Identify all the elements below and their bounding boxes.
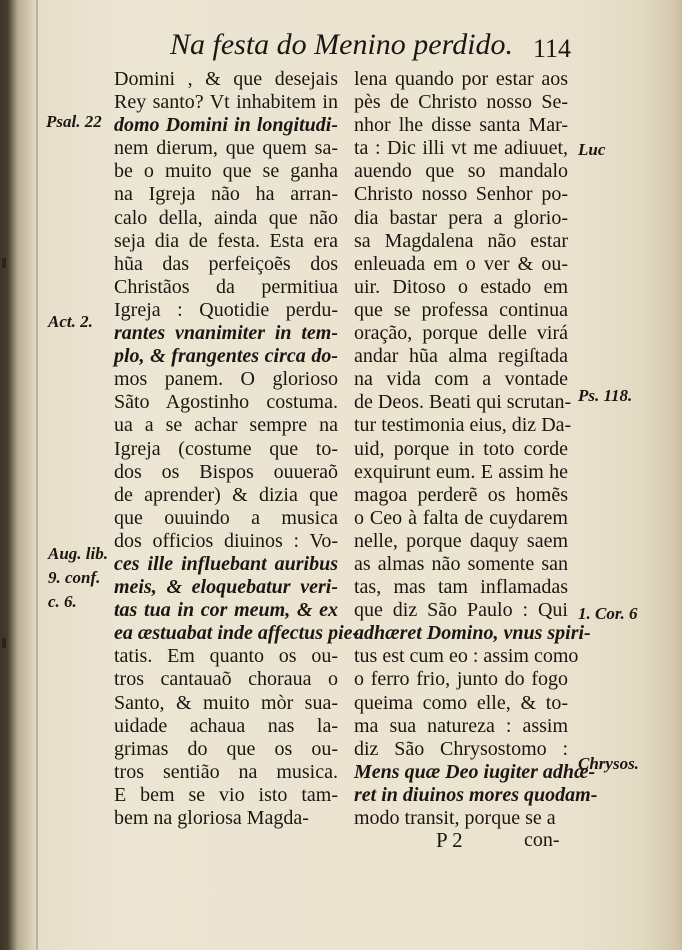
text-line: na Igreja não ha arran- xyxy=(114,183,338,206)
text-line: de Deos. Beati qui scrutan- xyxy=(354,391,572,414)
text-line: ma sua natureza : assim xyxy=(354,714,568,737)
text-line: lena quando por estar aos xyxy=(354,68,568,90)
text-line: na vida com a vontade xyxy=(354,368,568,391)
text-line: uir. Ditoso o estado em xyxy=(354,275,568,298)
margin-note-chrys: Chrysos. xyxy=(578,754,639,773)
text-line: exquirunt eum. E assim he xyxy=(354,460,568,483)
text-line: ret in diuinos mores quodam- xyxy=(354,783,598,806)
signature-mark: P 2 xyxy=(436,828,463,852)
text-line: ua a se achar sempre na xyxy=(114,414,338,437)
text-line: tas tua in cor meum, & ex xyxy=(114,599,338,622)
gutter-shadow xyxy=(36,0,38,950)
text-line: diz São Chrysostomo : xyxy=(354,737,568,760)
text-line: Igreja (costume que to- xyxy=(114,437,338,460)
text-line: queima como elle, & to- xyxy=(354,691,568,714)
margin-note-cor: 1. Cor. 6 xyxy=(578,604,638,623)
text-line: nhor lhe disse santa Mar- xyxy=(354,114,568,137)
text-line: tatis. Em quanto os ou- xyxy=(114,645,338,668)
text-line: adhæret Domino, vnus spiri- xyxy=(354,622,591,645)
binding-mark xyxy=(2,258,6,268)
text-line: plo, & frangentes circa do- xyxy=(114,345,338,368)
text-line: o Ceo à falta de cuydarem xyxy=(354,506,568,529)
text-line: mos panem. O glorioso xyxy=(114,368,338,391)
text-line: bem na gloriosa Magda- xyxy=(114,807,309,829)
margin-note-aug-2: 9. conf. xyxy=(48,568,101,587)
text-line: magoa perderẽ os homẽs xyxy=(354,483,568,506)
margin-note-aug-1: Aug. lib. xyxy=(48,544,108,563)
left-text-column xyxy=(114,68,360,830)
margin-note-luc: Luc xyxy=(578,140,606,159)
text-line: dos officios diuinos : Vo- xyxy=(114,529,338,552)
text-line: ea æstuabat inde affectus pie- xyxy=(114,622,360,645)
text-line: domo Domini in longitudi- xyxy=(114,114,338,137)
text-line: que ouuindo a musica xyxy=(114,506,338,529)
text-line: calo della, ainda que não xyxy=(114,206,338,229)
text-line: Christo nosso Senhor po- xyxy=(354,183,568,206)
text-line: que se professa continua xyxy=(354,298,568,321)
text-line: grimas do que os ou- xyxy=(114,737,338,760)
text-line: Christãos da permitiua xyxy=(114,275,338,298)
text-line: Rey santo? Vt inhabitem in xyxy=(114,91,338,114)
text-line: be o muito que se ganha xyxy=(114,160,338,183)
text-line: modo transit, porque se a xyxy=(354,807,556,829)
text-line: seja dia de festa. Esta era xyxy=(114,229,338,252)
text-line: uidade achaua nas la- xyxy=(114,714,338,737)
text-line: andar hũa alma regiſtada xyxy=(354,345,568,368)
margin-note-ps118: Ps. 118. xyxy=(578,386,633,405)
text-line: pès de Christo nosso Se- xyxy=(354,91,568,114)
text-line: tas, mas tam inflamadas xyxy=(354,576,568,599)
catchword: con- xyxy=(524,829,560,851)
text-line: nelle, porque daquy saem xyxy=(354,529,568,552)
text-line: as almas não somente san xyxy=(354,552,568,575)
text-line: uid, porque in toto corde xyxy=(354,437,568,460)
text-line: ces ille influebant auribus xyxy=(114,552,338,575)
text-line: de aprender) & dizia que xyxy=(114,483,338,506)
text-line: nem dierum, que quem sa- xyxy=(114,137,338,160)
text-line: sa Magdalena não estar xyxy=(354,229,568,252)
margin-note-act: Act. 2. xyxy=(48,312,93,331)
text-line: dia bastar pera a glorio- xyxy=(354,206,568,229)
text-line: E bem se vio isto tam- xyxy=(114,783,338,806)
text-line: Sãto Agostinho costuma. xyxy=(114,391,338,414)
text-line: tus est cum eo : assim como xyxy=(354,645,579,668)
text-line: Domini , & que desejais xyxy=(114,68,338,90)
running-head-title: Na festa do Menino perdido. xyxy=(170,28,514,61)
text-line: ta : Dic illi vt me adiuuet, xyxy=(354,137,568,160)
text-line: Mens quæ Deo iugiter adhæ- xyxy=(354,760,596,783)
text-line: tros sentião na musica. xyxy=(114,760,338,783)
text-line: oração, porque delle virá xyxy=(354,322,568,345)
text-line: dos os Bispos ouueraõ xyxy=(114,460,338,483)
margin-note-psal: Psal. 22 xyxy=(46,112,102,131)
text-line: hũa das perfeiçoẽs dos xyxy=(114,252,338,275)
binding-mark xyxy=(2,638,6,648)
text-line: tros cantauaõ choraua o xyxy=(114,668,338,691)
margin-note-aug-3: c. 6. xyxy=(48,592,77,611)
text-line: Santo, & muito mòr sua- xyxy=(114,691,338,714)
text-line: que diz São Paulo : Qui xyxy=(354,599,568,622)
text-line: meis, & eloquebatur veri- xyxy=(114,576,338,599)
text-line: o ferro frio, junto do fogo xyxy=(354,668,568,691)
text-line: auendo que so mandalo xyxy=(354,160,568,183)
text-line: Igreja : Quotidie perdu- xyxy=(114,298,338,321)
text-line: rantes vnanimiter in tem- xyxy=(114,322,338,345)
text-line: enleuada em o ver & ou- xyxy=(354,252,568,275)
text-line: tur testimonia eius, diz Da- xyxy=(354,414,572,437)
page-number: 114 xyxy=(533,34,572,63)
